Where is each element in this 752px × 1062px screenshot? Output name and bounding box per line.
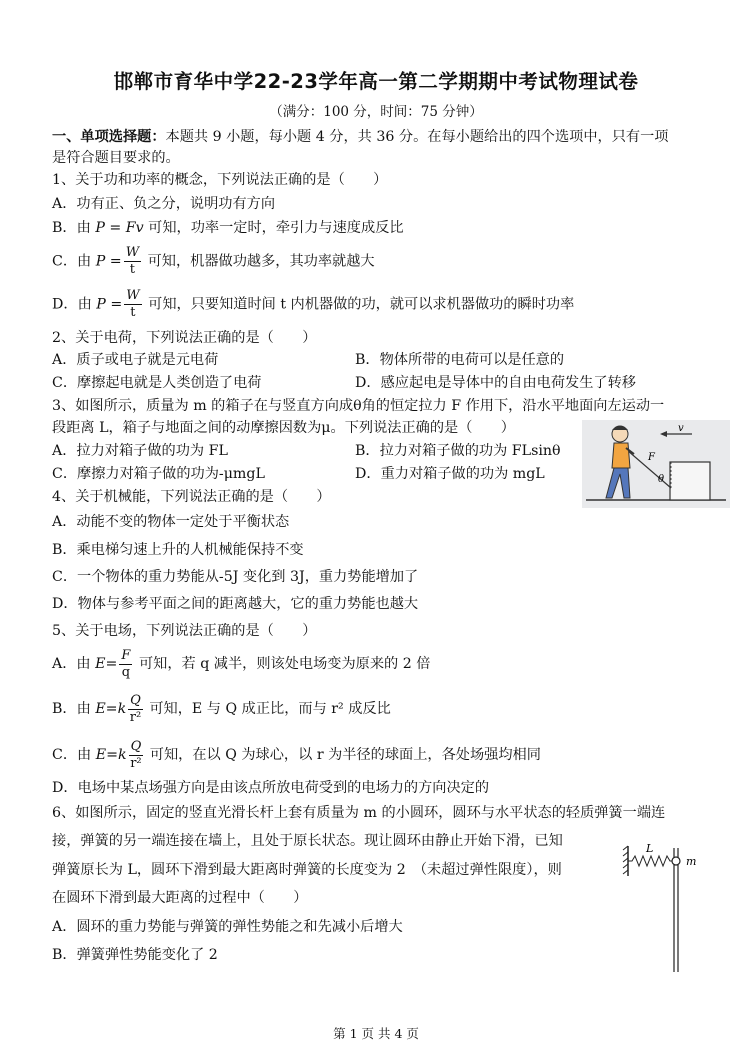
- q6-figure: [620, 838, 704, 974]
- q5-a-fraction: [119, 648, 132, 681]
- q1-d-prefix: D．由: [52, 296, 92, 313]
- q3-figure: [582, 420, 730, 508]
- q1-d-lhs: P =: [96, 296, 123, 313]
- person-shirt-icon: [612, 443, 630, 468]
- page-title: 邯郸市育华中学22-23学年高一第二学期期中考试物理试卷: [113, 70, 639, 93]
- q1-c-lhs: P =: [95, 253, 122, 270]
- q4-option-c: C．一个物体的重力势能从-5J 变化到 3J，重力势能增加了: [52, 569, 419, 585]
- q5-c-text: 可知，在以 Q 为球心，以 r 为半径的球面上，各处场强均相同: [149, 747, 541, 763]
- page-footer: 第 1 页 共 4 页: [333, 1026, 419, 1041]
- q5-option-a: [52, 647, 430, 681]
- q1-option-b: [52, 218, 404, 238]
- q5-a-denominator: q: [121, 664, 131, 680]
- q5-b-text: 可知，E 与 Q 成正比，而与 r² 成反比: [149, 701, 391, 717]
- force-label: F: [648, 452, 655, 463]
- q2-option-d: D．感应起电是导体中的自由电荷发生了转移: [355, 375, 636, 391]
- q5-a-lhs: E=: [95, 656, 118, 672]
- q1-b-prefix: B．由: [52, 220, 91, 236]
- box: [670, 462, 710, 500]
- q5-c-prefix: C．由: [52, 747, 92, 763]
- q4-stem: 4、关于机械能，下列说法正确的是（ ）: [52, 489, 331, 505]
- q3-stem-line2: 段距离 L，箱子与地面之间的动摩擦因数为μ。下列说法正确的是（ ）: [52, 420, 515, 436]
- q6-option-b: B．弹簧弹性势能变化了 2: [52, 947, 218, 963]
- q1-c-denominator: t: [129, 262, 135, 277]
- spring: [628, 856, 672, 866]
- q5-a-numerator: F: [121, 647, 131, 663]
- q5-a-text: 可知，若 q 减半，则该处电场变为原来的 2 倍: [138, 656, 431, 672]
- q5-option-c: [52, 738, 541, 772]
- q5-c-lhs: E=k: [95, 747, 127, 763]
- q6-stem-line3: 弹簧原长为 L，圆环下滑到最大距离时弹簧的长度变为 2 （未超过弹性限度），则: [52, 862, 562, 878]
- section-intro-text: 本题共 9 小题，每小题 4 分，共 36 分。在每小题给出的四个选项中，只有一项: [165, 129, 669, 145]
- q3-option-d: D．重力对箱子做的功为 mgL: [355, 466, 545, 482]
- q2-option-c: C．摩擦起电就是人类创造了电荷: [52, 375, 262, 391]
- q1-b-text: 可知，功率一定时，牵引力与速度成反比: [148, 220, 404, 236]
- q1-c-fraction: [124, 245, 141, 278]
- section-intro: [52, 127, 669, 147]
- q5-c-numerator: Q: [130, 738, 142, 754]
- angle-label: θ: [658, 474, 665, 485]
- q5-a-prefix: A．由: [52, 656, 91, 672]
- velocity-label: v: [678, 423, 684, 434]
- q4-option-d: D．物体与参考平面之间的距离越大，它的重力势能也越大: [52, 596, 419, 612]
- q5-option-d: D．电场中某点场强方向是由该点所放电荷受到的电场力的方向决定的: [52, 780, 490, 796]
- q6-stem-line4: 在圆环下滑到最大距离的过程中（ ）: [52, 890, 308, 906]
- q1-c-text: 可知，机器做功越多，其功率就越大: [147, 253, 375, 270]
- q1-d-numerator: W: [126, 288, 140, 303]
- q1-option-c: [52, 245, 375, 275]
- q1-d-text: 可知，只要知道时间 t 内机器做的功，就可以求机器做功的瞬时功率: [148, 296, 575, 313]
- q5-b-prefix: B．由: [52, 701, 91, 717]
- q1-c-numerator: W: [125, 245, 140, 260]
- q6-stem-line1: 6、如图所示，固定的竖直光滑长杆上套有质量为 m 的小圆环，圆环与水平状态的轻质弹簧一端连: [52, 805, 666, 821]
- q3-option-a: A．拉力对箱子做的功为 FL: [52, 443, 228, 459]
- q1-b-formula: P = Fv: [95, 220, 144, 236]
- q2-stem: 2、关于电荷，下列说法正确的是（ ）: [52, 330, 317, 346]
- ring: [672, 857, 680, 865]
- q3-option-b: B．拉力对箱子做的功为 FLsinθ: [355, 443, 561, 459]
- q5-option-b: [52, 692, 391, 726]
- q5-b-lhs: E=k: [95, 701, 127, 717]
- q3-stem-line1: 3、如图所示，质量为 m 的箱子在与竖直方向成θ角的恒定拉力 F 作用下，沿水平地面向左运动一: [52, 398, 665, 414]
- q1-d-fraction: [124, 288, 141, 321]
- spring-length-label: L: [646, 842, 654, 855]
- page-subtitle: （满分：100 分，时间：75 分钟）: [269, 104, 483, 120]
- q5-b-denominator: r²: [129, 709, 142, 725]
- q3-option-c: C．摩擦力对箱子做的功为-μmgL: [52, 466, 265, 482]
- section-intro-line2: 是符合题目要求的。: [52, 150, 180, 166]
- q4-option-a: A．动能不变的物体一定处于平衡状态: [52, 514, 290, 530]
- q2-option-a: A．质子或电子就是元电荷: [52, 352, 219, 368]
- q5-stem: 5、关于电场，下列说法正确的是（ ）: [52, 623, 317, 639]
- q5-c-denominator: r²: [130, 755, 142, 771]
- q1-option-d: [52, 288, 574, 318]
- q1-c-prefix: C．由: [52, 253, 92, 270]
- q1-option-a: A．功有正、负之分，说明功有方向: [52, 196, 276, 212]
- q2-option-b: B．物体所带的电荷可以是任意的: [355, 352, 565, 368]
- mass-label: m: [686, 855, 697, 868]
- q5-b-numerator: Q: [130, 692, 141, 708]
- q5-c-fraction: [129, 739, 144, 772]
- q6-option-a: A．圆环的重力势能与弹簧的弹性势能之和先减小后增大: [52, 919, 403, 935]
- q1-d-denominator: t: [130, 305, 136, 320]
- q6-stem-line2: 接，弹簧的另一端连接在墙上，且处于原长状态。现让圆环由静止开始下滑，已知: [52, 833, 563, 849]
- q4-option-b: B．乘电梯匀速上升的人机械能保持不变: [52, 542, 304, 558]
- section-heading: 一、单项选择题：: [52, 129, 166, 145]
- q1-stem: 1、关于功和功率的概念，下列说法正确的是（ ）: [52, 172, 388, 188]
- q5-b-fraction: [128, 693, 143, 726]
